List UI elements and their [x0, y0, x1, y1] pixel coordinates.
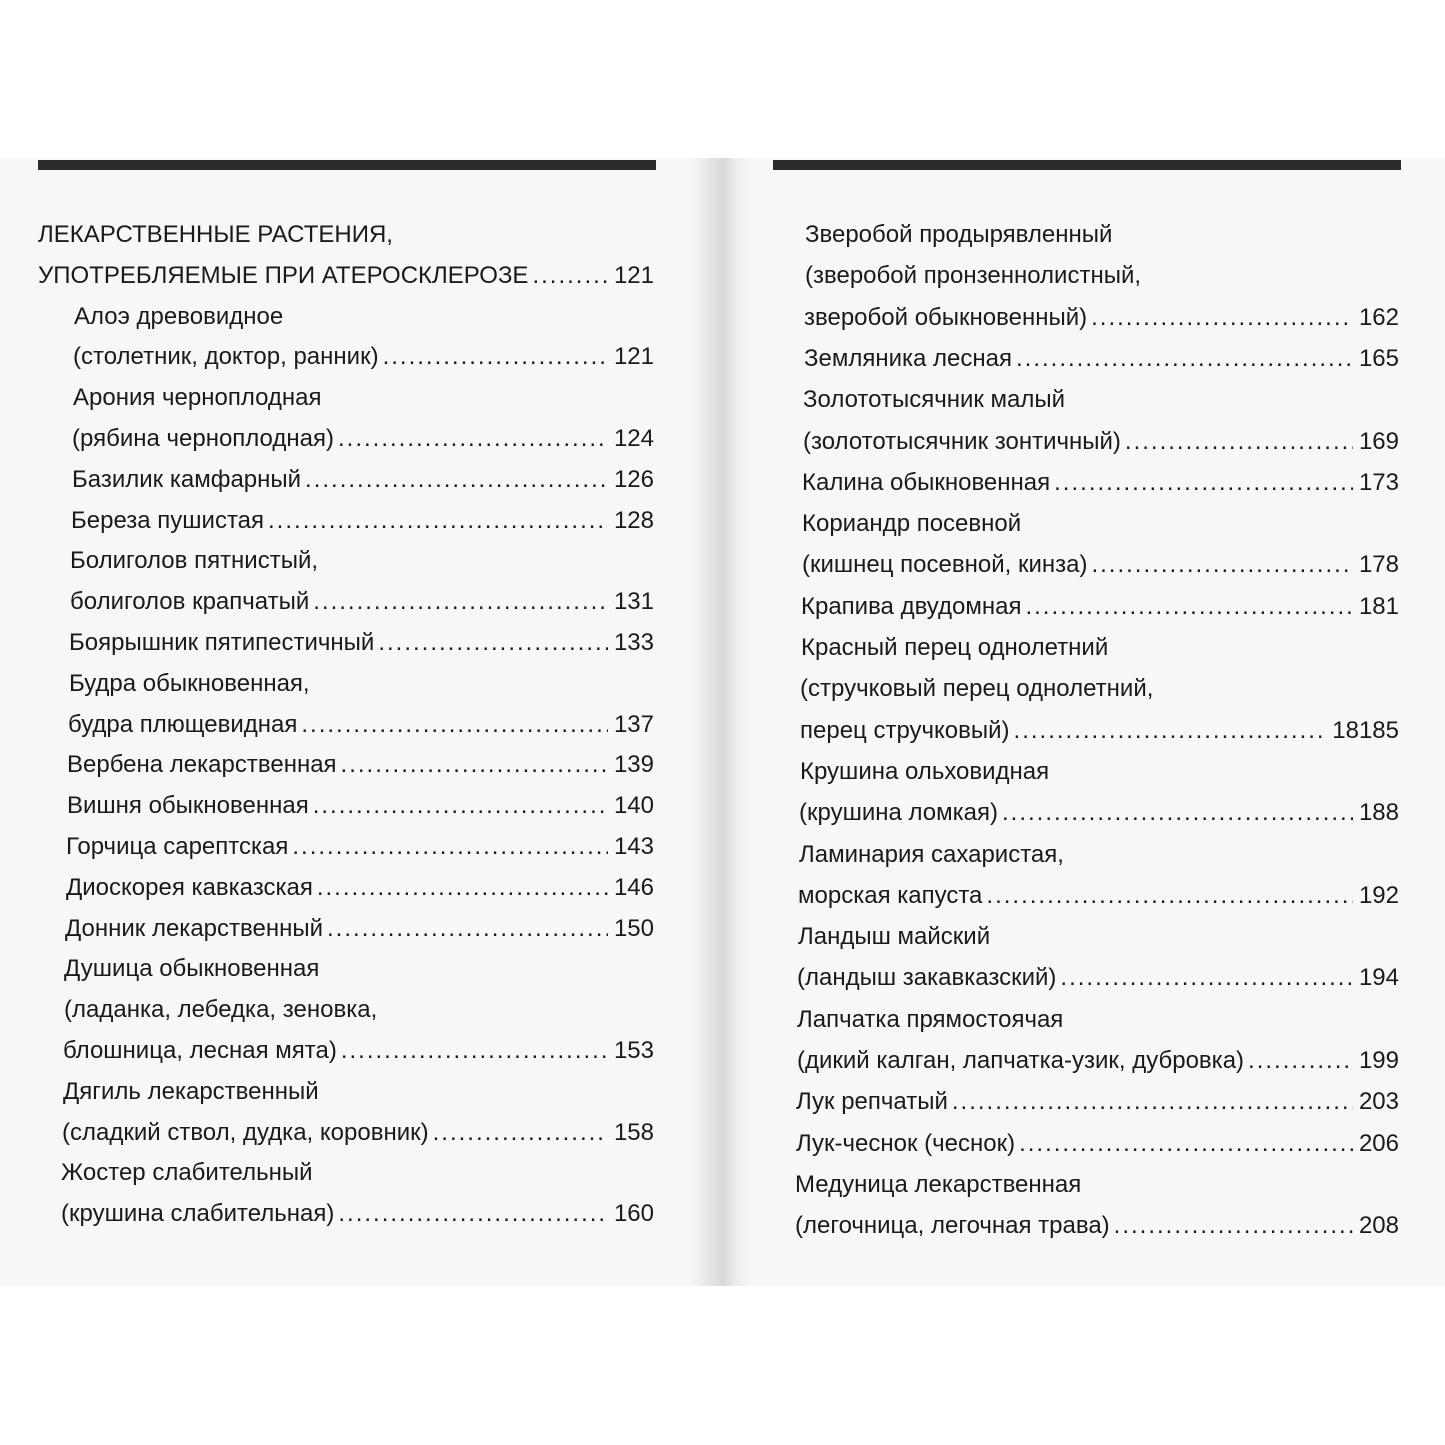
toc-entries-left: [0, 158, 700, 1286]
toc-line: [800, 674, 1153, 704]
leader-dots: [338, 1199, 608, 1229]
toc-page-number: 121: [613, 343, 654, 370]
leader-dots: [1002, 798, 1353, 828]
toc-entry-title: Красный перец однолетний: [801, 634, 1109, 661]
toc-line: [38, 261, 654, 291]
toc-entry-title: (зверобой пронзеннолистный,: [805, 262, 1142, 289]
toc-page-number: 139: [613, 751, 654, 778]
toc-line: [800, 716, 1399, 746]
toc-line: [68, 710, 654, 740]
toc-entry-title: ЛЕКАРСТВЕННЫЕ РАСТЕНИЯ,: [38, 221, 393, 248]
toc-line: [65, 914, 654, 944]
leader-dots: [1060, 963, 1353, 993]
toc-line: [74, 302, 283, 332]
toc-page-number: 126: [613, 466, 654, 493]
toc-page-number: 181: [1358, 593, 1399, 620]
toc-line: [797, 963, 1399, 993]
toc-entry-title: (сладкий ствол, дудка, коровник): [62, 1119, 429, 1146]
open-book: [0, 158, 1445, 1286]
right-page: [740, 158, 1445, 1286]
leader-dots: [378, 628, 608, 658]
toc-line: [66, 873, 654, 903]
toc-entry-title: Лук репчатый: [796, 1088, 948, 1115]
toc-entry-title: Арония черноплодная: [73, 384, 322, 411]
toc-line: [802, 509, 1021, 539]
toc-line: [804, 344, 1399, 374]
toc-line: [62, 1118, 654, 1148]
toc-line: [797, 1046, 1399, 1076]
toc-line: [799, 840, 1064, 870]
leader-dots: [1016, 344, 1353, 374]
toc-line: [64, 995, 377, 1025]
leader-dots: [317, 873, 608, 903]
toc-entry-title: (кишнец посевной, кинза): [802, 551, 1088, 578]
toc-page-number: 199: [1358, 1047, 1399, 1074]
toc-page-number: 140: [613, 792, 654, 819]
toc-entry-title: Ландыш майский: [798, 923, 991, 950]
toc-line: [38, 220, 393, 250]
toc-page-number: 146: [613, 874, 654, 901]
toc-line: [802, 550, 1399, 580]
toc-line: [796, 1129, 1399, 1159]
toc-entry-title: перец стручковый): [800, 717, 1010, 744]
toc-line: [73, 342, 654, 372]
toc-page-number: 165: [1358, 345, 1399, 372]
toc-entry-title: (столетник, доктор, ранник): [73, 343, 379, 370]
toc-line: [67, 791, 654, 821]
toc-entry-title: (крушина ломкая): [799, 799, 998, 826]
toc-line: [69, 628, 654, 658]
toc-line: [799, 798, 1399, 828]
toc-line: [795, 1211, 1399, 1241]
leader-dots: [292, 832, 608, 862]
toc-page-number: 158: [613, 1119, 654, 1146]
toc-line: [801, 633, 1108, 663]
toc-line: [802, 468, 1399, 498]
toc-entry-title: (легочница, легочная трава): [795, 1212, 1110, 1239]
toc-line: [798, 881, 1399, 911]
toc-line: [67, 750, 654, 780]
toc-line: [798, 922, 990, 952]
leader-dots: [313, 791, 608, 821]
toc-line: [796, 1087, 1399, 1117]
toc-entry-title: (стручковый перец однолетний,: [800, 675, 1154, 702]
leader-dots: [1025, 592, 1353, 622]
leader-dots: [268, 506, 608, 536]
toc-entry-title: Вербена лекарственная: [67, 751, 337, 778]
toc-page-number: 18185: [1332, 717, 1399, 744]
leader-dots: [1019, 1129, 1353, 1159]
toc-entries-right: [740, 158, 1445, 1286]
leader-dots: [341, 750, 608, 780]
toc-entry-title: Вишня обыкновенная: [67, 792, 309, 819]
toc-line: [803, 385, 1065, 415]
toc-line: [61, 1158, 313, 1188]
leader-dots: [338, 424, 608, 454]
leader-dots: [532, 261, 608, 291]
toc-entry-title: Дягиль лекарственный: [63, 1078, 319, 1105]
toc-entry-title: Душица обыкновенная: [64, 955, 320, 982]
toc-page-number: 153: [613, 1037, 654, 1064]
toc-entry-title: (крушина слабительная): [61, 1200, 335, 1227]
leader-dots: [301, 710, 608, 740]
toc-entry-title: Ламинария сахаристая,: [799, 841, 1064, 868]
toc-line: [61, 1199, 654, 1229]
toc-line: [69, 669, 310, 699]
toc-line: [73, 383, 322, 413]
toc-page-number: 128: [613, 507, 654, 534]
toc-page-number: 173: [1358, 469, 1399, 496]
leader-dots: [952, 1087, 1353, 1117]
toc-entry-title: Зверобой продырявленный: [805, 221, 1113, 248]
toc-entry-title: Золототысячник малый: [803, 386, 1066, 413]
left-page: [0, 158, 700, 1286]
toc-page-number: 206: [1358, 1130, 1399, 1157]
toc-page-number: 192: [1358, 882, 1399, 909]
toc-page-number: 133: [613, 629, 654, 656]
toc-line: [800, 757, 1049, 787]
toc-page-number: 160: [613, 1200, 654, 1227]
toc-line: [801, 592, 1399, 622]
toc-entry-title: Береза пушистая: [71, 507, 265, 534]
toc-line: [804, 303, 1399, 333]
toc-page-number: 137: [613, 711, 654, 738]
toc-line: [72, 424, 654, 454]
toc-entry-title: Алоэ древовидное: [74, 303, 284, 330]
toc-page-number: 124: [613, 425, 654, 452]
toc-entry-title: Болиголов пятнистый,: [70, 547, 319, 574]
toc-line: [805, 220, 1112, 250]
toc-entry-title: болиголов крапчатый: [70, 588, 310, 615]
toc-line: [795, 1170, 1081, 1200]
leader-dots: [1091, 550, 1352, 580]
toc-entry-title: Лапчатка прямостоячая: [797, 1006, 1064, 1033]
toc-page-number: 194: [1358, 964, 1399, 991]
leader-dots: [1054, 468, 1353, 498]
leader-dots: [341, 1036, 608, 1066]
toc-entry-title: (рябина черноплодная): [72, 425, 334, 452]
toc-line: [66, 832, 654, 862]
toc-page-number: 121: [613, 262, 654, 289]
toc-entry-title: Крушина ольховидная: [800, 758, 1050, 785]
toc-page-number: 208: [1358, 1212, 1399, 1239]
toc-line: [805, 261, 1141, 291]
toc-entry-title: Медуница лекарственная: [795, 1171, 1082, 1198]
toc-line: [64, 954, 319, 984]
leader-dots: [1091, 303, 1353, 333]
toc-line: [71, 506, 654, 536]
toc-entry-title: (дикий калган, лапчатка-узик, дубровка): [797, 1047, 1245, 1074]
toc-entry-title: Жостер слабительный: [61, 1159, 313, 1186]
leader-dots: [1248, 1046, 1353, 1076]
leader-dots: [313, 587, 608, 617]
toc-entry-title: (ландыш закавказский): [797, 964, 1057, 991]
toc-entry-title: блошница, лесная мята): [63, 1037, 337, 1064]
toc-entry-title: Лук-чеснок (чеснок): [796, 1130, 1016, 1157]
toc-line: [803, 427, 1399, 457]
toc-entry-title: Базилик камфарный: [72, 466, 302, 493]
toc-entry-title: зверобой обыкновенный): [804, 304, 1088, 331]
leader-dots: [433, 1118, 608, 1148]
toc-entry-title: УПОТРЕБЛЯЕМЫЕ ПРИ АТЕРОСКЛЕРОЗЕ: [38, 262, 529, 289]
toc-entry-title: (ладанка, лебедка, зеновка,: [64, 996, 378, 1023]
toc-line: [70, 546, 318, 576]
toc-line: [63, 1077, 319, 1107]
leader-dots: [1014, 716, 1327, 746]
toc-page-number: 178: [1358, 551, 1399, 578]
toc-entry-title: Диоскорея кавказская: [66, 874, 313, 901]
toc-line: [63, 1036, 654, 1066]
toc-entry-title: будра плющевидная: [68, 711, 298, 738]
leader-dots: [327, 914, 608, 944]
toc-entry-title: Горчица сарептская: [66, 833, 289, 860]
leader-dots: [1125, 427, 1353, 457]
toc-entry-title: Боярышник пятипестичный: [69, 629, 375, 656]
leader-dots: [1114, 1211, 1353, 1241]
leader-dots: [986, 881, 1353, 911]
toc-line: [72, 465, 654, 495]
toc-entry-title: Донник лекарственный: [65, 915, 324, 942]
toc-entry-title: Крапива двудомная: [801, 593, 1022, 620]
toc-page-number: 162: [1358, 304, 1399, 331]
toc-page-number: 143: [613, 833, 654, 860]
toc-page-number: 203: [1358, 1088, 1399, 1115]
leader-dots: [383, 342, 608, 372]
toc-page-number: 169: [1358, 428, 1399, 455]
toc-page-number: 150: [613, 915, 654, 942]
toc-line: [70, 587, 654, 617]
toc-line: [797, 1005, 1063, 1035]
toc-entry-title: морская капуста: [798, 882, 983, 909]
toc-page-number: 188: [1358, 799, 1399, 826]
toc-page-number: 131: [613, 588, 654, 615]
toc-entry-title: Калина обыкновенная: [802, 469, 1051, 496]
toc-entry-title: Земляника лесная: [804, 345, 1012, 372]
leader-dots: [305, 465, 608, 495]
toc-entry-title: Кориандр посевной: [802, 510, 1022, 537]
toc-entry-title: Будра обыкновенная,: [69, 670, 310, 697]
toc-entry-title: (золототысячник зонтичный): [803, 428, 1121, 455]
